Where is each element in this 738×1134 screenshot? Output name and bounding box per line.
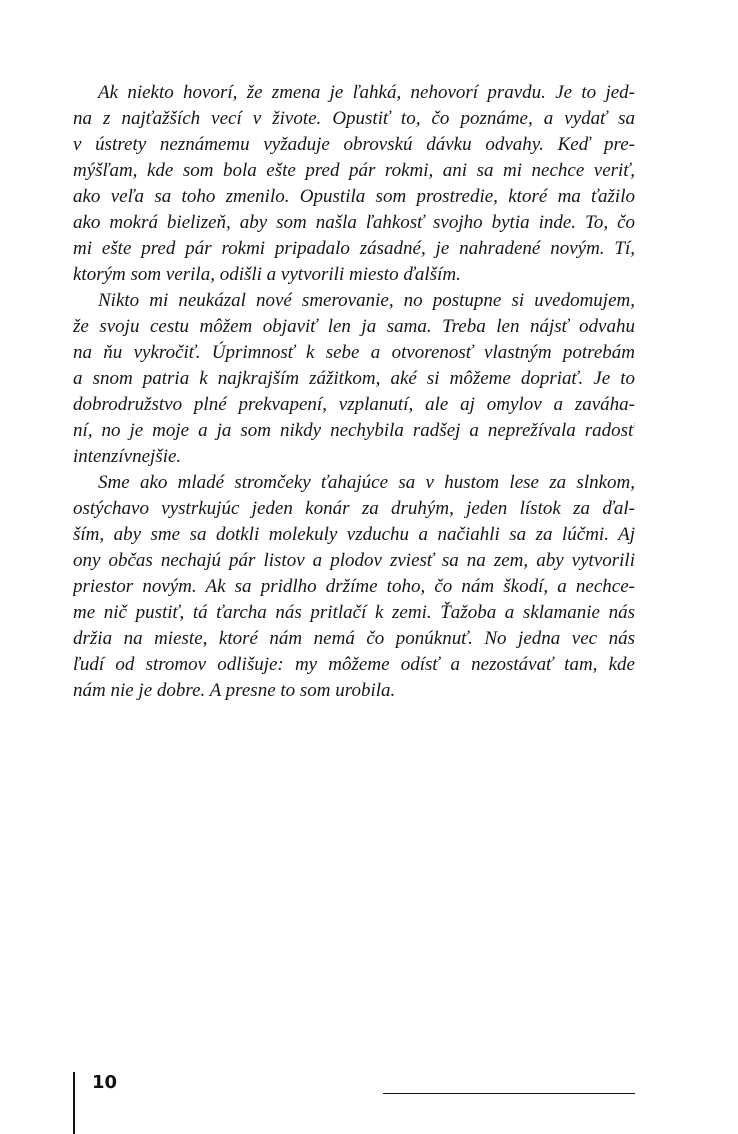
page-number: 10 (92, 1072, 118, 1093)
text-line: ostýchavo vystrkujúc jeden konár za druhým, jeden lístok za ďal- (73, 498, 635, 519)
text-line: ľudí od stromov odlišuje: my môžeme odísť a nezostávať tam, kde (73, 654, 635, 675)
text-line: ším, aby sme sa dotkli molekuly vzduchu a načiahli sa za lúčmi. Aj (73, 524, 635, 545)
footer-right-rule (383, 1093, 635, 1094)
text-line: Ak niekto hovorí, že zmena je ľahká, nehovorí pravdu. Je to jed- (98, 82, 635, 103)
text-line: Sme ako mladé stromčeky ťahajúce sa v hustom lese za slnkom, (98, 472, 635, 493)
paragraph (73, 288, 635, 470)
paragraph (73, 470, 635, 704)
text-line: a snom patria k najkrajším zážitkom, aké si môžeme dopriať. Je to (73, 368, 635, 389)
text-line: mýšľam, kde som bola ešte pred pár rokmi, ani sa mi nechce veriť, (73, 160, 635, 181)
text-line: ktorým som verila, odišli a vytvorili miesto ďalším. (73, 264, 461, 285)
footer-left-rule (73, 1072, 75, 1134)
text-line: na z najťažších vecí v živote. Opustiť to, čo poznáme, a vydať sa (73, 108, 635, 129)
text-line: Nikto mi neukázal nové smerovanie, no postupne si uvedomujem, (98, 290, 635, 311)
paragraph (73, 80, 635, 288)
text-line: v ústrety neznámemu vyžaduje obrovskú dávku odvahy. Keď pre- (73, 134, 635, 155)
text-line: na ňu vykročiť. Úprimnosť k sebe a otvorenosť vlastným potrebám (73, 342, 635, 363)
text-line: ako mokrá bielizeň, aby som našla ľahkosť svojho bytia inde. To, čo (73, 212, 635, 233)
text-line: priestor novým. Ak sa pridlho držíme toho, čo nám škodí, a nechce- (73, 576, 635, 597)
text-line: držia na mieste, ktoré nám nemá čo ponúknuť. No jedna vec nás (73, 628, 635, 649)
text-line: že svoju cestu môžem objaviť len ja sama. Treba len nájsť odvahu (73, 316, 635, 337)
text-line: ní, no je moje a ja som nikdy nechybila radšej a neprežívala radosť (73, 420, 635, 441)
text-line: nám nie je dobre. A presne to som urobila. (73, 680, 396, 701)
text-line: intenzívnejšie. (73, 446, 182, 467)
text-line: mi ešte pred pár rokmi pripadalo zásadné, je nahradené novým. Tí, (73, 238, 635, 259)
text-line: ony občas nechajú pár listov a plodov zviesť sa na zem, aby vytvorili (73, 550, 635, 571)
text-line: me nič pustiť, tá ťarcha nás pritlačí k zemi. Ťažoba a sklamanie nás (73, 602, 635, 623)
body-text (73, 80, 635, 704)
text-line: dobrodružstvo plné prekvapení, vzplanutí, ale aj omylov a zaváha- (73, 394, 635, 415)
text-line: ako veľa sa toho zmenilo. Opustila som prostredie, ktoré ma ťažilo (73, 186, 635, 207)
